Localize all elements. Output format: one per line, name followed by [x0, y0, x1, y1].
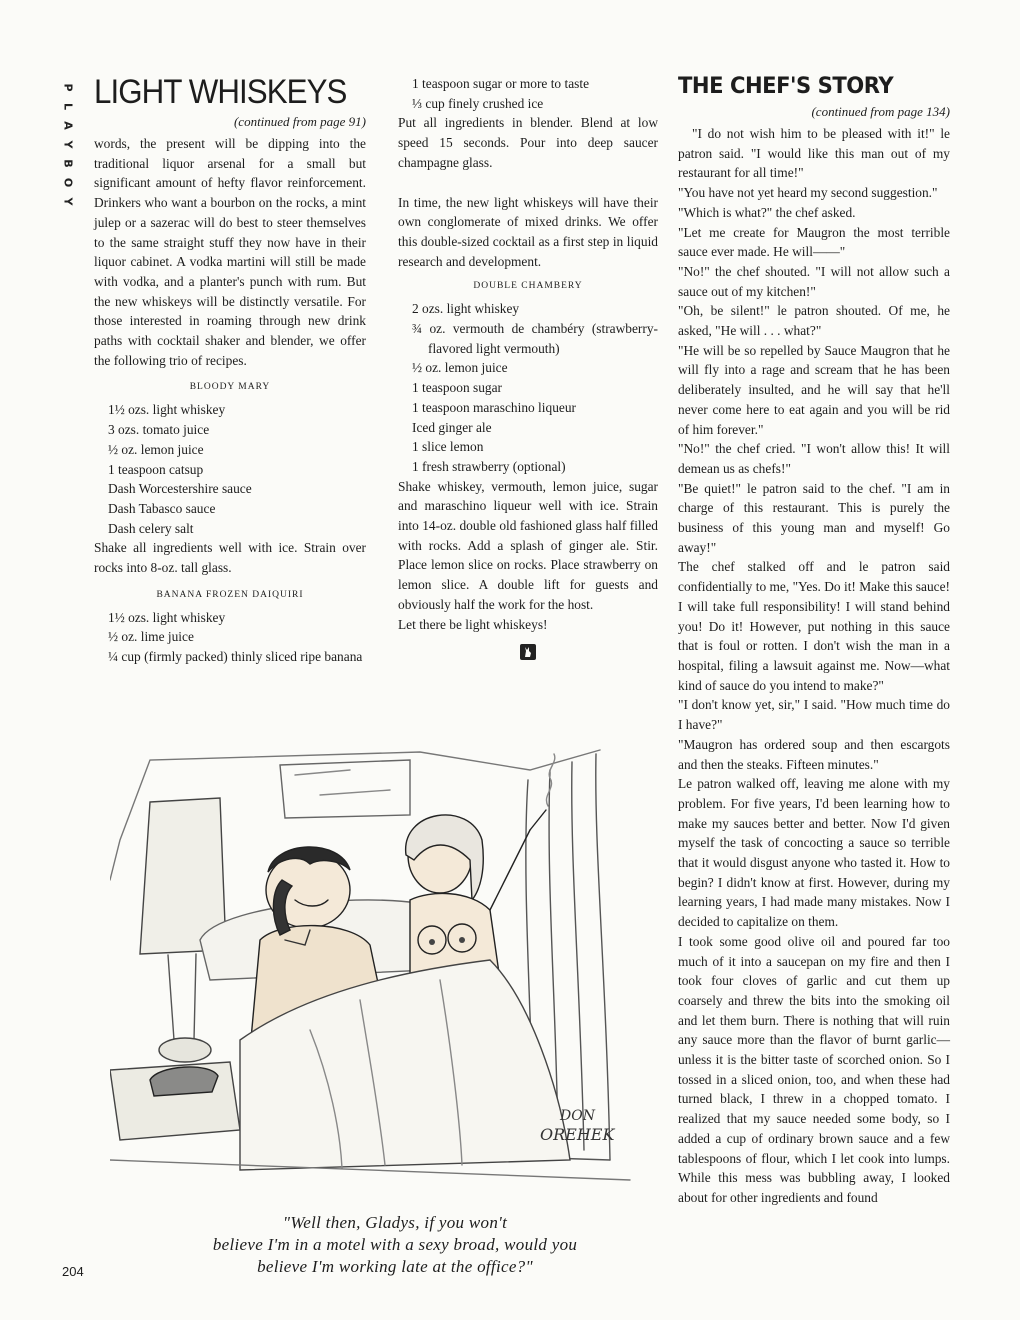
ingredient: 1 teaspoon sugar	[412, 380, 502, 396]
end-mark-rabbit-icon	[520, 644, 536, 660]
story-paragraph: "Let me create for Maugron the most terrible sauce ever made. He will——"	[678, 224, 950, 260]
method-paragraph: Shake whiskey, vermouth, lemon juice, sugar and maraschino liqueur well with ice. Strain into 14-oz. double old fashioned glass half filled with rocks. Add a splash of ginger ale. Stir. Place lemon slice on rocks. Place strawberry on lemon slice. A double lift for guests and obviously half the work for the host.	[398, 478, 658, 612]
ingredient: ½ oz. lemon juice	[412, 360, 508, 376]
chefs-story-body	[678, 124, 950, 1208]
story-paragraph: "Which is what?" the chef asked.	[678, 204, 856, 220]
ingredient: 1 teaspoon sugar or more to taste	[412, 76, 590, 91]
story-paragraph: Le patron walked off, leaving me alone with my problem. For five years, I'd been learning how to make my sauces better and better. Now I'd given myself the task of concocting a sauce so terrible that it would disgust anyone who tasted it. How to begin? I didn't know at first. However, during my learning years, I had made many mistakes. Now I decided to capitalize on them.	[678, 776, 950, 930]
story-paragraph: "He will be so repelled by Sauce Maugron that he will fly into a rage and scream that he has been deliberately insulted, and he will say that he'll never come here to eat again and you will be rid of him forever."	[678, 342, 950, 437]
method-paragraph: Put all ingredients in blender. Blend at low speed 15 seconds. Pour into deep saucer champagne glass.	[398, 115, 658, 170]
cartoon-caption	[160, 1212, 630, 1278]
story-paragraph: "I don't know yet, sir," I said. "How much time do I have?"	[678, 697, 950, 733]
ingredient: ¾ oz. vermouth de chambéry (strawberry-flavored light vermouth)	[412, 321, 658, 356]
continued-note: (continued from page 134)	[811, 104, 950, 119]
ingredient: 1 slice lemon	[412, 439, 484, 455]
story-paragraph: "I do not wish him to be pleased with it!" le patron said. "I would like this man out of my restaurant for all time!"	[678, 126, 950, 181]
chefs-story-column	[678, 72, 950, 1208]
article-title-light-whiskeys: LIGHT WHISKEYS	[94, 73, 347, 111]
caption-line: believe I'm in a motel with a sexy broad, would you	[212, 1235, 578, 1254]
story-paragraph: "No!" the chef cried. "I won't allow this! It will demean us as chefs!"	[678, 441, 950, 476]
ingredient: 1 teaspoon catsup	[108, 461, 204, 477]
article-title-chefs-story: THE CHEF'S STORY	[678, 74, 894, 99]
story-paragraph: I took some good olive oil and poured far too much of it into a saucepan on my fire and then I took four cloves of garlic and cut them up coarsely and threw the bits into the smoking oil and let them burn. There is nothing that will ruin any sauce more than the flavor of burnt garlic—unless it is the bitter taste of scorched onion. So I tossed in a sliced onion, too, and when these had turned black, I threw in a chopped tomato. I realized that my sauce needed some body, so I added a cup of ordinary brown sauce and a few tablespoons of flour, which I let cook into lumps. While this mess was bubbling away, I looked about for other ingredients and found	[678, 933, 950, 1205]
mid-paragraph: In time, the new light whiskeys will have their own conglomerate of mixed drinks. We offer this double-sized cocktail as a first step in liquid research and development.	[398, 194, 658, 269]
ingredient: 2 ozs. light whiskey	[412, 301, 520, 317]
continued-note: (continued from page 91)	[233, 114, 366, 129]
cartoon-signature-top: DON	[560, 1108, 595, 1124]
story-paragraph: "No!" the chef shouted. "I will not allow such a sauce out of my kitchen!"	[678, 263, 950, 299]
recipe-title-bloody-mary: BLOODY MARY	[189, 382, 271, 393]
ingredient: Dash Tabasco sauce	[108, 500, 216, 516]
ingredient: ¼ cup (firmly packed) thinly sliced ripe banana	[108, 649, 363, 665]
ingredient: Dash Worcestershire sauce	[108, 481, 252, 497]
ingredient: ½ oz. lemon juice	[108, 441, 204, 457]
magazine-label-letter: Y	[61, 197, 75, 206]
magazine-label	[60, 78, 76, 211]
magazine-label-letters	[60, 78, 76, 211]
recipe-title-double-chambery: DOUBLE CHAMBERY	[473, 281, 583, 292]
story-paragraph: "You have not yet heard my second suggestion."	[678, 185, 938, 201]
magazine-label-letter: P	[61, 83, 75, 92]
ingredient: 1 fresh strawberry (optional)	[412, 458, 566, 474]
intro-paragraph: words, the present will be dipping into the traditional liquor arsenal for a small but significant amount of hefty flavor reinforcement. Drinkers who want a bourbon on the rocks, a mint julep or a sazerac will do best to steer themselves to the same straight stuff they now have in their liquor cabinet. A vodka martini will still be made with vodka, and a planter's punch with rum. But the new whiskeys will be distinctly versatile. For those interested in roaming through new drink paths with cocktail shaker and blender, we offer the following trio of recipes.	[94, 136, 366, 368]
cartoon-signature-bottom: OREHEK	[540, 1125, 615, 1144]
caption-line: "Well then, Gladys, if you won't	[282, 1213, 508, 1232]
story-paragraph: "Maugron has ordered soup and then escargots and then the steaks. Fifteen minutes."	[678, 736, 950, 772]
magazine-label-letter: O	[61, 177, 75, 188]
caption-line: believe I'm working late at the office?"	[257, 1257, 533, 1276]
recipe-title-banana-daiquiri: BANANA FROZEN DAIQUIRI	[156, 589, 304, 600]
ingredient: 1 teaspoon maraschino liqueur	[412, 399, 576, 415]
magazine-label-letter: B	[61, 159, 75, 168]
cartoon-illustration	[110, 740, 650, 1210]
magazine-label-letter: A	[61, 121, 75, 130]
magazine-label-letter: Y	[61, 140, 75, 149]
magazine-label-letter: L	[61, 102, 75, 110]
light-whiskeys-column-1	[94, 72, 366, 667]
ingredient: ½ oz. lime juice	[108, 629, 194, 645]
ingredient: 3 ozs. tomato juice	[108, 422, 210, 438]
ingredient: 1½ ozs. light whiskey	[108, 402, 226, 418]
light-whiskeys-column-2	[398, 74, 658, 660]
method-paragraph: Shake all ingredients well with ice. Strain over rocks into 8-oz. tall glass.	[94, 540, 366, 576]
ingredient: Dash celery salt	[108, 520, 194, 536]
page-number: 204	[62, 1264, 84, 1279]
story-paragraph: "Be quiet!" le patron said to the chef. "I am in charge of this restaurant. This is purely the business of this young man and myself! Go away!"	[678, 480, 950, 555]
closing-line: Let there be light whiskeys!	[398, 616, 548, 632]
story-paragraph: The chef stalked off and le patron said confidentially to me, "Yes. Do it! Make this sauce! I will take full responsibility! I will stand behind you! Do it! However, put nothing in this sauce that is foul or rotten. I don't wish the man in a hospital, filing a lawsuit against me. Now—what kind of sauce do you intend to make?"	[678, 559, 950, 693]
story-paragraph: "Oh, be silent!" le patron shouted. Of me, he asked, "He will . . . what?"	[678, 303, 950, 339]
ingredient: ⅓ cup finely crushed ice	[412, 95, 544, 111]
ingredient: Iced ginger ale	[412, 419, 492, 435]
ingredient: 1½ ozs. light whiskey	[108, 609, 226, 625]
